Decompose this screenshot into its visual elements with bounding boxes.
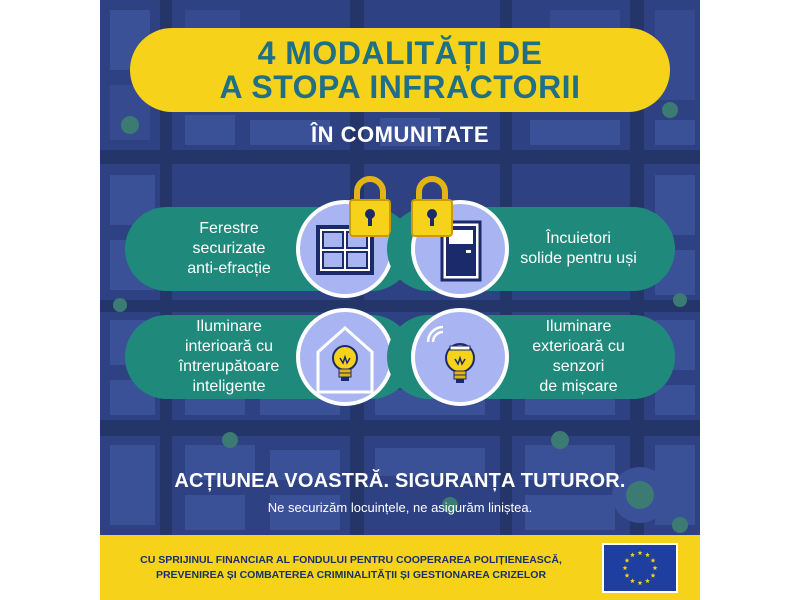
- label-line: Iluminare: [545, 318, 612, 335]
- eu-star: [625, 572, 630, 577]
- eu-star: [651, 572, 656, 577]
- eu-star: [630, 552, 635, 557]
- sensor-bulb-icon: [425, 320, 495, 398]
- eu-flag-icon: [602, 543, 678, 593]
- funding-text-line-2: PREVENIREA ȘI COMBATEREA CRIMINALITĂȚII ȘI GESTIONAREA CRIZELOR: [155, 568, 547, 581]
- eu-star: [623, 565, 628, 570]
- padlock-icon: [408, 176, 456, 240]
- label-line: exterioară cu: [532, 338, 625, 355]
- subtitle: ÎN COMUNITATE: [311, 122, 489, 147]
- label-line: Iluminare: [196, 318, 262, 335]
- label-line: interioară cu: [184, 338, 274, 355]
- eu-star: [645, 552, 650, 557]
- label-line: Ferestre: [199, 220, 259, 237]
- eu-star: [630, 578, 635, 583]
- title-line-1: 4 MODALITĂȚI DE: [257, 35, 543, 71]
- label-line: solide pentru uși: [520, 250, 637, 267]
- eu-star: [625, 557, 630, 562]
- funding-text-line-1: CU SPRIJINUL FINANCIAR AL FONDULUI PENTRU COOPERAREA POLIȚIENEASCĂ,: [140, 553, 562, 566]
- label-line: Încuietori: [546, 230, 611, 247]
- funding-text: [100, 553, 596, 583]
- slogan-subtitle: Ne securizăm locuințele, ne asigurăm liniștea.: [267, 500, 533, 515]
- label-line: senzori: [552, 358, 605, 375]
- eu-star: [645, 578, 650, 583]
- title-line-2: A STOPA INFRACTORII: [219, 69, 581, 105]
- label-line: inteligente: [192, 378, 266, 395]
- label-line: de mișcare: [539, 378, 618, 395]
- label-line: anti-efracție: [187, 260, 271, 277]
- eu-star: [638, 550, 643, 555]
- poster: [100, 0, 700, 600]
- eu-star: [653, 565, 658, 570]
- slogan: ACȚIUNEA VOASTRĂ. SIGURANȚA TUTUROR.: [174, 470, 626, 492]
- label-line: întrerupătoare: [178, 358, 280, 375]
- eu-star: [638, 580, 643, 585]
- funding-footer: [100, 535, 700, 600]
- house-bulb-icon: [310, 318, 380, 398]
- eu-stars-icon: [604, 545, 676, 591]
- title-banner: [130, 28, 670, 112]
- eu-star: [651, 557, 656, 562]
- label-line: securizate: [192, 240, 266, 257]
